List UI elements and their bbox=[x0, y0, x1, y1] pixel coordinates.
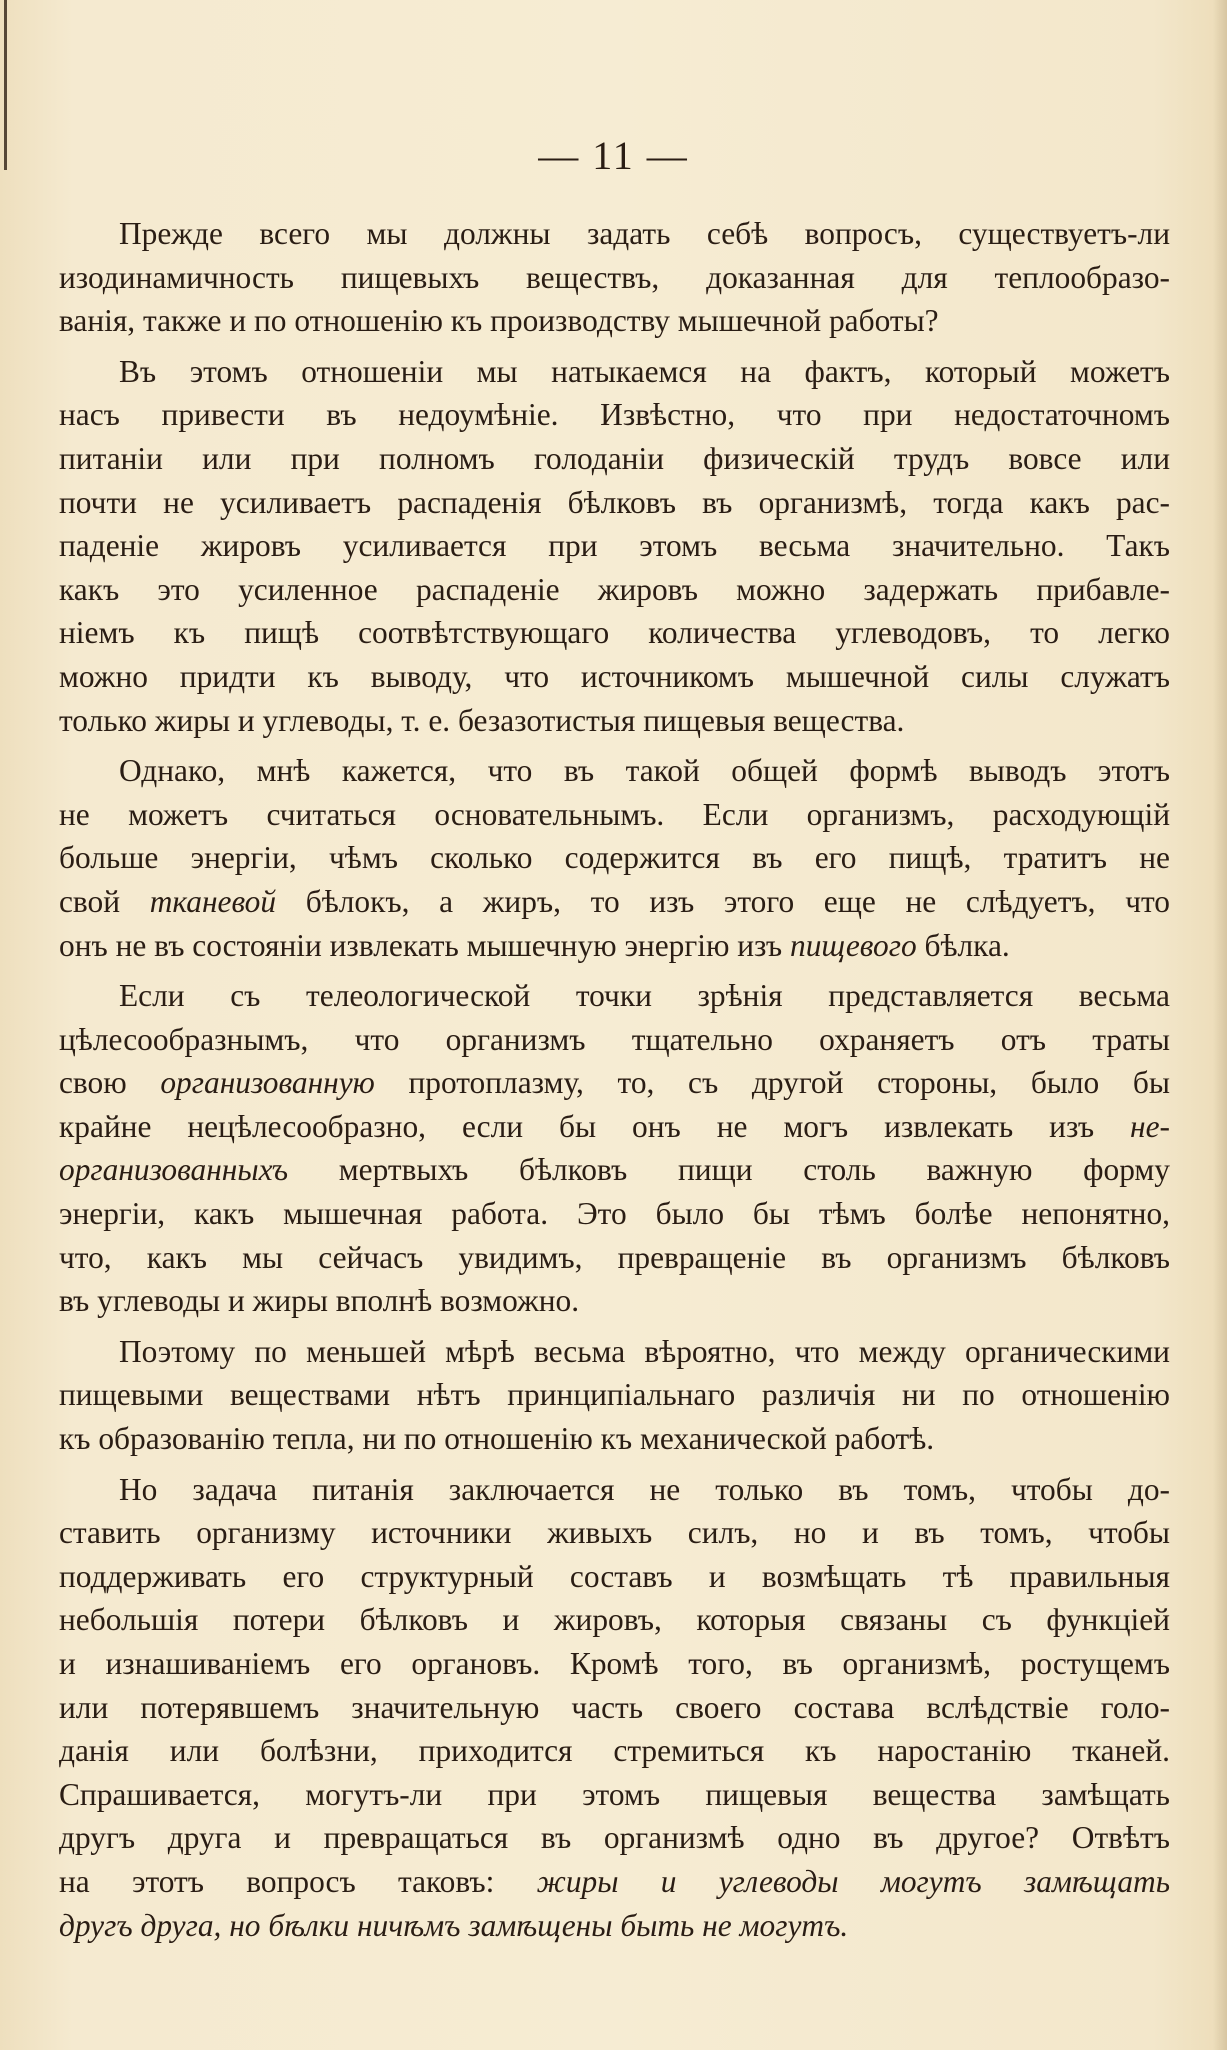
text-segment: только жиры и углеводы, т. е. безазотистыя пищевыя вещества. bbox=[59, 702, 905, 738]
text-segment: мертвыхъ бѣлковъ пищи столь важную форму bbox=[288, 1152, 1170, 1188]
text-segment: другъ друга и превращаться въ организмѣ одно въ другое? Отвѣтъ bbox=[59, 1820, 1170, 1856]
text-line bbox=[59, 1279, 1170, 1323]
text-segment: можно придти къ выводу, что источникомъ мышечной силы служатъ bbox=[59, 658, 1170, 694]
text-segment: какъ это усиленное распаденіе жировъ можно задержать прибавле- bbox=[59, 571, 1170, 607]
text-line bbox=[59, 1373, 1170, 1417]
text-line bbox=[59, 1598, 1170, 1642]
text-segment: ванія, также и по отношенію къ производству мышечной работы? bbox=[59, 303, 939, 339]
text-line bbox=[59, 299, 1170, 343]
text-line bbox=[59, 1061, 1170, 1105]
italic-text: другъ друга, но бѣлки ничѣмъ замѣщены быть не могутъ. bbox=[59, 1907, 849, 1943]
text-segment: ставить организму источники живыхъ силъ, но и въ томъ, чтобы bbox=[59, 1515, 1170, 1551]
text-line bbox=[59, 699, 1170, 743]
italic-text: не- bbox=[1130, 1108, 1170, 1144]
paragraph bbox=[59, 212, 1170, 343]
text-segment: Спрашивается, могутъ-ли при этомъ пищевыя вещества замѣщать bbox=[59, 1776, 1170, 1812]
text-line bbox=[59, 655, 1170, 699]
italic-text: жиры и углеводы могутъ замѣщать bbox=[536, 1863, 1170, 1899]
text-segment: данія или болѣзни, приходится стремиться къ наростанію тканей. bbox=[59, 1733, 1170, 1769]
text-line bbox=[59, 1236, 1170, 1280]
text-segment: изодинамичность пищевыхъ веществъ, доказанная для теплообразо- bbox=[59, 259, 1170, 295]
text-line bbox=[59, 256, 1170, 300]
text-line bbox=[59, 1642, 1170, 1686]
paragraph bbox=[59, 749, 1170, 967]
text-line bbox=[59, 393, 1170, 437]
text-segment: Поэтому по меньшей мѣрѣ весьма вѣроятно, что между органическими bbox=[119, 1333, 1170, 1369]
text-segment: и изнашиваніемъ его органовъ. Кромѣ того, въ организмѣ, ростущемъ bbox=[59, 1646, 1170, 1681]
text-line bbox=[59, 836, 1170, 880]
italic-text: тканевой bbox=[149, 883, 277, 919]
body-text bbox=[59, 212, 1170, 1947]
text-segment: небольшія потери бѣлковъ и жировъ, которыя связаны съ функціей bbox=[59, 1602, 1170, 1638]
text-line bbox=[59, 437, 1170, 481]
text-line bbox=[59, 1555, 1170, 1599]
text-segment: бѣлокъ, а жиръ, то изъ этого еще не слѣдуетъ, что bbox=[276, 883, 1170, 919]
text-line bbox=[59, 212, 1170, 256]
text-line bbox=[59, 1105, 1170, 1149]
text-segment: питаніи или при полномъ голоданіи физическій трудъ вовсе или bbox=[59, 440, 1170, 476]
text-segment: поддерживать его структурный составъ и возмѣщать тѣ правильныя bbox=[59, 1558, 1170, 1594]
text-line bbox=[59, 880, 1170, 924]
text-line bbox=[59, 1729, 1170, 1773]
paragraph bbox=[59, 350, 1170, 742]
paragraph bbox=[59, 1330, 1170, 1461]
text-segment: Прежде всего мы должны задать себѣ вопросъ, существуетъ-ли bbox=[119, 216, 1170, 251]
text-segment: къ образованію тепла, ни по отношенію къ механической работѣ. bbox=[59, 1421, 935, 1457]
text-line bbox=[59, 1018, 1170, 1062]
text-line bbox=[59, 350, 1170, 394]
text-line bbox=[59, 524, 1170, 568]
text-line bbox=[59, 1686, 1170, 1730]
text-line bbox=[59, 1511, 1170, 1555]
text-line bbox=[59, 1192, 1170, 1236]
text-line bbox=[59, 568, 1170, 612]
text-segment: бѣлка. bbox=[916, 927, 1010, 963]
text-segment: свой bbox=[59, 883, 150, 919]
text-line bbox=[59, 481, 1170, 525]
text-segment: Но задача питанія заключается не только въ томъ, чтобы до- bbox=[119, 1471, 1170, 1507]
page-number: — 11 — bbox=[538, 133, 689, 178]
text-line bbox=[59, 611, 1170, 655]
text-segment: или потерявшемъ значительную часть своего состава вслѣдствіе голо- bbox=[59, 1689, 1170, 1725]
text-segment: въ углеводы и жиры вполнѣ возможно. bbox=[59, 1283, 580, 1319]
text-segment: паденіе жировъ усиливается при этомъ весьма значительно. Такъ bbox=[59, 528, 1170, 564]
text-segment: почти не усиливаетъ распаденія бѣлковъ въ организмѣ, тогда какъ рас- bbox=[59, 484, 1170, 520]
text-line bbox=[59, 1330, 1170, 1374]
text-segment: что, какъ мы сейчасъ увидимъ, превращеніе въ организмъ бѣлковъ bbox=[59, 1239, 1170, 1275]
text-line bbox=[59, 1148, 1170, 1192]
italic-text: организованныхъ bbox=[59, 1152, 289, 1188]
text-segment: пищевыми веществами нѣтъ принципіальнаго различія ни по отношенію bbox=[59, 1377, 1170, 1413]
text-line bbox=[59, 1860, 1170, 1904]
text-segment: онъ не въ состояніи извлекать мышечную энергію изъ bbox=[59, 927, 790, 963]
paragraph bbox=[59, 1468, 1170, 1948]
page-fold-shadow bbox=[1213, 0, 1227, 2050]
text-segment: Если съ телеологической точки зрѣнія представляется весьма bbox=[119, 978, 1170, 1014]
text-segment: Однако, мнѣ кажется, что въ такой общей формѣ выводъ этотъ bbox=[119, 753, 1170, 789]
text-segment: Въ этомъ отношеніи мы натыкаемся на фактъ, который можетъ bbox=[119, 353, 1170, 389]
text-segment: насъ привести въ недоумѣніе. Извѣстно, что при недостаточномъ bbox=[59, 397, 1170, 433]
text-segment: цѣлесообразнымъ, что организмъ тщательно охраняетъ отъ траты bbox=[59, 1021, 1170, 1057]
text-line bbox=[59, 749, 1170, 793]
paragraph bbox=[59, 974, 1170, 1323]
text-segment: ніемъ къ пищѣ соотвѣтствующаго количества углеводовъ, то легко bbox=[59, 615, 1170, 651]
text-segment: протоплазму, то, съ другой стороны, было бы bbox=[374, 1065, 1170, 1101]
text-line bbox=[59, 924, 1170, 968]
italic-text: пищевого bbox=[790, 927, 917, 963]
text-line bbox=[59, 793, 1170, 837]
text-segment: на этотъ вопросъ таковъ: bbox=[59, 1863, 537, 1899]
text-line bbox=[59, 1417, 1170, 1461]
text-segment: энергіи, какъ мышечная работа. Это было бы тѣмъ болѣе непонятно, bbox=[59, 1196, 1170, 1232]
text-line bbox=[59, 974, 1170, 1018]
text-segment: свою bbox=[59, 1065, 161, 1101]
text-line bbox=[59, 1816, 1170, 1860]
text-line bbox=[59, 1468, 1170, 1512]
text-segment: больше энергіи, чѣмъ сколько содержится въ его пищѣ, тратитъ не bbox=[59, 840, 1170, 876]
text-segment: не можетъ считаться основательнымъ. Если организмъ, расходующій bbox=[59, 796, 1170, 832]
text-line bbox=[59, 1904, 1170, 1948]
text-segment: крайне нецѣлесообразно, если бы онъ не могъ извлекать изъ bbox=[59, 1108, 1131, 1144]
italic-text: организованную bbox=[160, 1065, 375, 1101]
text-line bbox=[59, 1773, 1170, 1817]
